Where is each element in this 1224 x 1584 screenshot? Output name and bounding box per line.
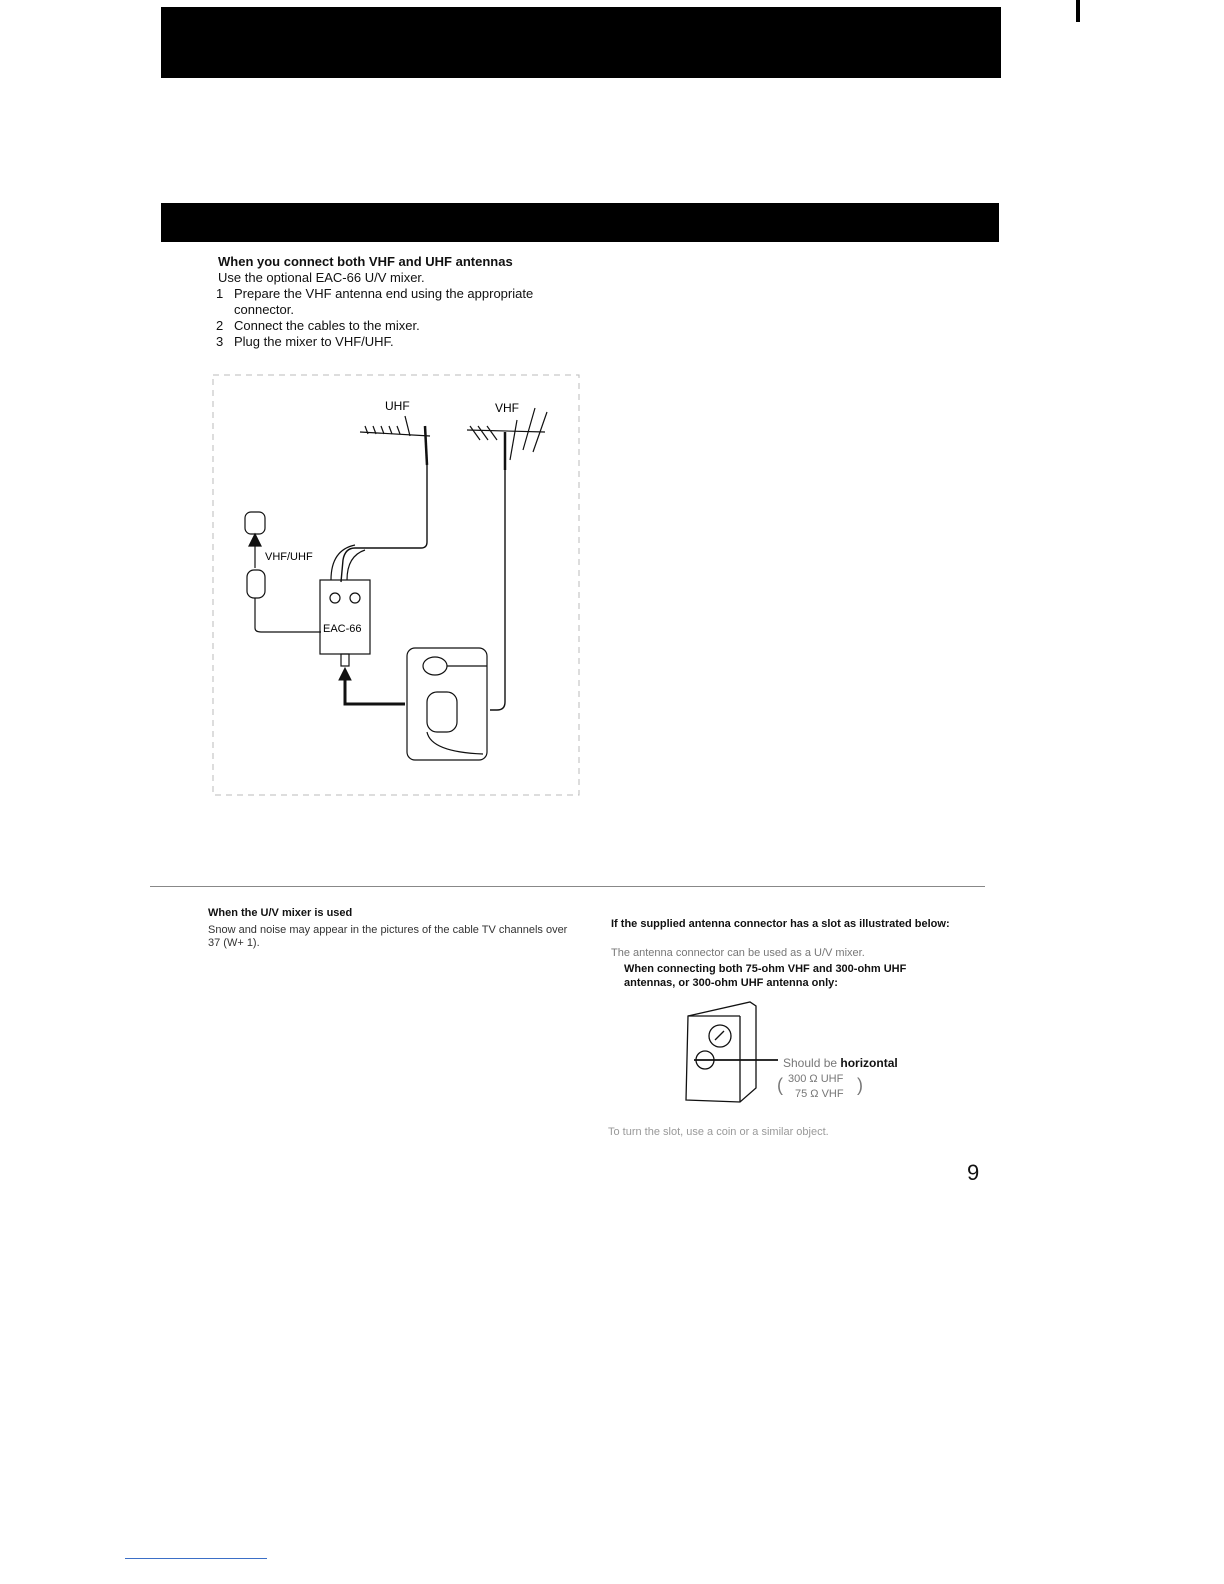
- section-bar: [161, 203, 999, 242]
- vhf-antenna-icon: [467, 408, 547, 470]
- step-item: [216, 318, 596, 334]
- eac-66-mixer-icon: [320, 545, 370, 666]
- step-text: Connect the cables to the mixer.: [234, 318, 420, 333]
- vhf-uhf-jack-label: VHF/UHF: [265, 551, 313, 563]
- slot-footnote: To turn the slot, use a coin or a similar object.: [608, 1126, 829, 1138]
- diagram-frame: [213, 375, 579, 795]
- connector-subheading: When connecting both 75-ohm VHF and 300-ohm UHF antennas, or 300-ohm UHF antenna only:: [624, 963, 907, 989]
- vhf-cable: [490, 470, 505, 710]
- vhf-label: VHF: [495, 401, 519, 415]
- slot-label-emphasis: horizontal: [840, 1056, 898, 1070]
- vhf-impedance: 75 Ω VHF: [795, 1088, 844, 1100]
- step-text: Prepare the VHF antenna end using the appropriate connector.: [234, 286, 534, 317]
- open-paren: (: [777, 1075, 783, 1095]
- slot-label: [783, 1057, 898, 1070]
- connector-note-text: The antenna connector can be used as a U/V mixer.: [611, 947, 865, 959]
- step-item: [216, 286, 596, 318]
- bottom-rule: [125, 1558, 267, 1559]
- section-heading: When you connect both VHF and UHF antennas: [218, 254, 513, 269]
- arrow-icon: [339, 668, 405, 704]
- section-divider: [150, 886, 985, 887]
- uhf-cable: [341, 465, 427, 582]
- uhf-antenna-icon: [360, 416, 430, 465]
- mixer-label: EAC-66: [323, 623, 362, 635]
- uhf-label: UHF: [385, 399, 410, 413]
- step-number: 1: [216, 286, 224, 301]
- step-text: Plug the mixer to VHF/UHF.: [234, 334, 394, 349]
- section-intro: Use the optional EAC-66 U/V mixer.: [218, 270, 425, 285]
- mixer-note-text: Snow and noise may appear in the pictures of the cable TV channels over 37 (W+ 1).: [208, 924, 568, 949]
- page-edge-mark: [1076, 0, 1080, 22]
- antenna-connector-icon: [686, 1002, 778, 1102]
- mixer-note-heading: When the U/V mixer is used: [208, 907, 353, 919]
- plug-icon: [247, 570, 321, 632]
- connector-detail-icon: [407, 648, 487, 760]
- close-paren: ): [857, 1075, 863, 1095]
- header-bar: [161, 7, 1001, 78]
- step-number: 3: [216, 334, 224, 349]
- slot-label-prefix: Should be: [783, 1056, 841, 1070]
- tv-jack-icon: [245, 512, 265, 568]
- step-item: [216, 334, 596, 350]
- steps-list: [216, 286, 596, 350]
- connector-note-heading: If the supplied antenna connector has a slot as illustrated below:: [611, 918, 950, 930]
- step-number: 2: [216, 318, 224, 333]
- page-number: 9: [967, 1160, 980, 1185]
- uhf-impedance: 300 Ω UHF: [788, 1073, 844, 1085]
- antenna-connection-diagram: [205, 370, 585, 800]
